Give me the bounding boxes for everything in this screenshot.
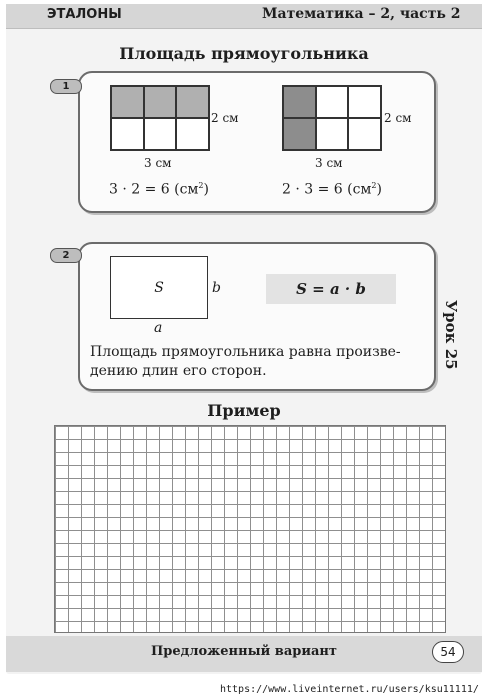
side-a-label: a bbox=[154, 320, 163, 336]
block-number-2: 2 bbox=[50, 248, 82, 263]
width-label-left: 3 см bbox=[144, 156, 172, 170]
equation-left: 3 · 2 = 6 $(см^2)$ bbox=[109, 181, 209, 198]
grid-paper bbox=[54, 425, 446, 633]
footer-text: Предложенный вариант bbox=[151, 644, 337, 659]
watermark-url: https://www.liveinternet.ru/users/ksu11111/ bbox=[220, 684, 479, 695]
height-label-right: 2 см bbox=[384, 111, 412, 125]
rule-text: Площадь прямоугольника равна произве- дению длин его сторон. bbox=[90, 344, 401, 379]
rectangle-grid-3x2-right bbox=[282, 85, 382, 151]
rectangle-s bbox=[110, 256, 208, 319]
equation-right: 2 · 3 = 6 $(см^2)$ bbox=[282, 181, 382, 198]
area-formula: S = a · b bbox=[266, 274, 396, 304]
header-series: ЭТАЛОНЫ bbox=[47, 7, 122, 22]
side-b-label: b bbox=[212, 280, 221, 296]
example-title: Пример bbox=[207, 401, 281, 420]
block-number-1: 1 bbox=[50, 79, 82, 94]
area-symbol: S bbox=[154, 279, 164, 296]
width-label-right: 3 см bbox=[315, 156, 343, 170]
header-subject: Математика – 2, часть 2 bbox=[262, 6, 461, 22]
lesson-side-label: Урок 25 bbox=[442, 300, 460, 370]
rectangle-grid-3x2-left bbox=[110, 85, 210, 151]
page-title: Площадь прямоугольника bbox=[119, 44, 369, 63]
height-label-left: 2 см bbox=[211, 111, 239, 125]
page-number: 54 bbox=[432, 641, 464, 663]
